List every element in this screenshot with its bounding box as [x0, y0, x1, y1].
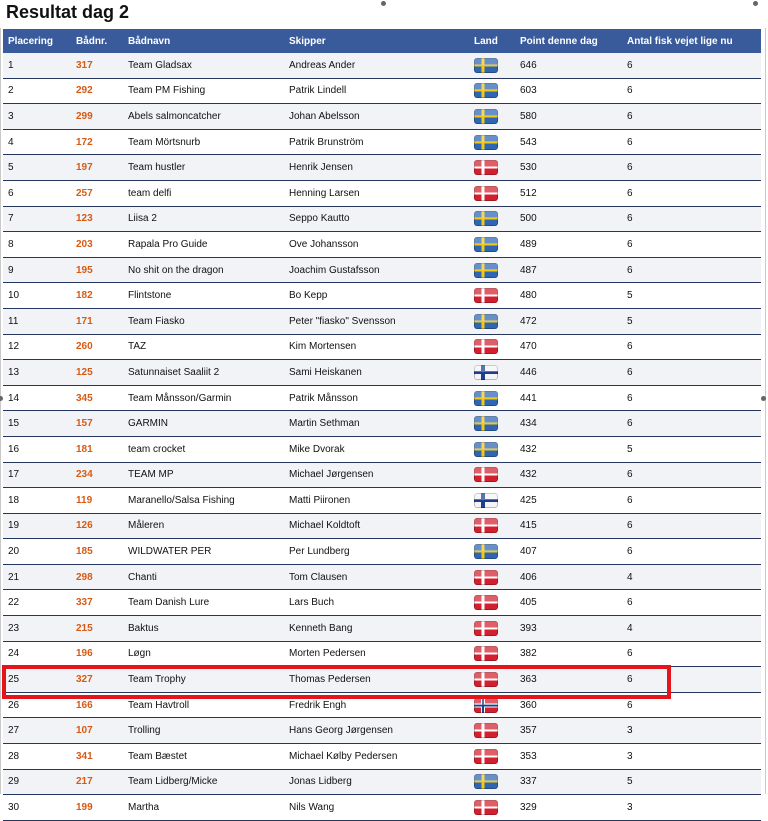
boat-name-cell: Team Havtroll: [123, 692, 284, 718]
boat-name-cell: Team Bæstet: [123, 744, 284, 770]
flag-dk-icon: [474, 621, 498, 636]
fish-count-cell: 6: [622, 667, 761, 693]
points-cell: 603: [515, 78, 622, 104]
flag-dk-icon: [474, 595, 498, 610]
points-cell: 470: [515, 334, 622, 360]
points-cell: 487: [515, 257, 622, 283]
fish-count-cell: 6: [622, 180, 761, 206]
table-row: [3, 155, 761, 181]
boat-number-cell: 126: [71, 513, 123, 539]
boat-name-cell: Flintstone: [123, 283, 284, 309]
boat-name-cell: Løgn: [123, 641, 284, 667]
results-table: [3, 29, 761, 821]
country-cell: [469, 78, 515, 104]
placering-cell: 21: [3, 564, 71, 590]
fish-count-cell: 6: [622, 53, 761, 78]
country-cell: [469, 334, 515, 360]
boat-number-cell: 107: [71, 718, 123, 744]
column-header-point: Point denne dag: [515, 29, 622, 53]
country-cell: [469, 616, 515, 642]
placering-cell: 28: [3, 744, 71, 770]
fish-count-cell: 6: [622, 539, 761, 565]
country-cell: [469, 385, 515, 411]
skipper-cell: Nils Wang: [284, 795, 469, 821]
column-header-placering: Placering: [3, 29, 71, 53]
boat-number-cell: 327: [71, 667, 123, 693]
placering-cell: 15: [3, 411, 71, 437]
boat-name-cell: Team PM Fishing: [123, 78, 284, 104]
skipper-cell: Johan Abelsson: [284, 104, 469, 130]
table-row: [3, 513, 761, 539]
fish-count-cell: 5: [622, 308, 761, 334]
column-header-antal-fisk: Antal fisk vejet lige nu: [622, 29, 761, 53]
flag-se-icon: [474, 442, 498, 457]
placering-cell: 27: [3, 718, 71, 744]
skipper-cell: Michael Jørgensen: [284, 462, 469, 488]
table-row: [3, 462, 761, 488]
boat-number-cell: 125: [71, 360, 123, 386]
country-cell: [469, 436, 515, 462]
fish-count-cell: 3: [622, 795, 761, 821]
skipper-cell: Fredrik Engh: [284, 692, 469, 718]
boat-number-cell: 172: [71, 129, 123, 155]
boat-number-cell: 157: [71, 411, 123, 437]
country-cell: [469, 667, 515, 693]
placering-cell: 23: [3, 616, 71, 642]
table-row: [3, 564, 761, 590]
placering-cell: 19: [3, 513, 71, 539]
country-cell: [469, 513, 515, 539]
placering-cell: 7: [3, 206, 71, 232]
points-cell: 489: [515, 232, 622, 258]
flag-se-icon: [474, 83, 498, 98]
table-row: [3, 232, 761, 258]
placering-cell: 11: [3, 308, 71, 334]
country-cell: [469, 539, 515, 565]
skipper-cell: Matti Piironen: [284, 488, 469, 514]
points-cell: 405: [515, 590, 622, 616]
flag-dk-icon: [474, 186, 498, 201]
skipper-cell: Kenneth Bang: [284, 616, 469, 642]
points-cell: 393: [515, 616, 622, 642]
placering-cell: 5: [3, 155, 71, 181]
boat-name-cell: Team Månsson/Garmin: [123, 385, 284, 411]
table-row: [3, 283, 761, 309]
country-cell: [469, 769, 515, 795]
placering-cell: 13: [3, 360, 71, 386]
placering-cell: 22: [3, 590, 71, 616]
table-row: [3, 129, 761, 155]
page-title: Resultat dag 2: [6, 2, 130, 22]
table-row: [3, 667, 761, 693]
placering-cell: 18: [3, 488, 71, 514]
table-row: [3, 539, 761, 565]
resize-handle[interactable]: [381, 1, 386, 6]
skipper-cell: Joachim Gustafsson: [284, 257, 469, 283]
boat-number-cell: 257: [71, 180, 123, 206]
boat-number-cell: 166: [71, 692, 123, 718]
table-row: [3, 53, 761, 78]
points-cell: 357: [515, 718, 622, 744]
boat-name-cell: Baktus: [123, 616, 284, 642]
table-row: [3, 641, 761, 667]
placering-cell: 8: [3, 232, 71, 258]
points-cell: 543: [515, 129, 622, 155]
boat-number-cell: 292: [71, 78, 123, 104]
fish-count-cell: 6: [622, 129, 761, 155]
skipper-cell: Seppo Kautto: [284, 206, 469, 232]
placering-cell: 30: [3, 795, 71, 821]
column-header-land: Land: [469, 29, 515, 53]
country-cell: [469, 718, 515, 744]
flag-se-icon: [474, 314, 498, 329]
table-header-row: [3, 29, 761, 53]
fish-count-cell: 6: [622, 488, 761, 514]
fish-count-cell: 6: [622, 641, 761, 667]
boat-number-cell: 203: [71, 232, 123, 258]
placering-cell: 17: [3, 462, 71, 488]
flag-se-icon: [474, 58, 498, 73]
flag-se-icon: [474, 544, 498, 559]
points-cell: 406: [515, 564, 622, 590]
points-cell: 353: [515, 744, 622, 770]
boat-number-cell: 197: [71, 155, 123, 181]
table-row: [3, 78, 761, 104]
table-row: [3, 334, 761, 360]
boat-name-cell: Team Trophy: [123, 667, 284, 693]
points-cell: 360: [515, 692, 622, 718]
placering-cell: 14: [3, 385, 71, 411]
boat-number-cell: 341: [71, 744, 123, 770]
points-cell: 432: [515, 462, 622, 488]
skipper-cell: Michael Kølby Pedersen: [284, 744, 469, 770]
flag-no-icon: [474, 698, 498, 713]
boat-number-cell: 119: [71, 488, 123, 514]
skipper-cell: Patrik Månsson: [284, 385, 469, 411]
fish-count-cell: 3: [622, 744, 761, 770]
flag-se-icon: [474, 416, 498, 431]
boat-number-cell: 345: [71, 385, 123, 411]
table-row: [3, 769, 761, 795]
table-row: [3, 411, 761, 437]
table-row: [3, 692, 761, 718]
skipper-cell: Hans Georg Jørgensen: [284, 718, 469, 744]
resize-handle[interactable]: [753, 1, 758, 6]
boat-name-cell: Satunnaiset Saaliit 2: [123, 360, 284, 386]
flag-se-icon: [474, 211, 498, 226]
boat-number-cell: 260: [71, 334, 123, 360]
country-cell: [469, 744, 515, 770]
country-cell: [469, 411, 515, 437]
boat-name-cell: Liisa 2: [123, 206, 284, 232]
skipper-cell: Lars Buch: [284, 590, 469, 616]
table-row: [3, 744, 761, 770]
flag-se-icon: [474, 109, 498, 124]
boat-name-cell: Team Fiasko: [123, 308, 284, 334]
column-header-skipper: Skipper: [284, 29, 469, 53]
boat-name-cell: team delfi: [123, 180, 284, 206]
table-row: [3, 718, 761, 744]
points-cell: 337: [515, 769, 622, 795]
flag-se-icon: [474, 391, 498, 406]
boat-number-cell: 298: [71, 564, 123, 590]
country-cell: [469, 129, 515, 155]
fish-count-cell: 6: [622, 257, 761, 283]
placering-cell: 26: [3, 692, 71, 718]
boat-number-cell: 185: [71, 539, 123, 565]
fish-count-cell: 6: [622, 513, 761, 539]
skipper-cell: Thomas Pedersen: [284, 667, 469, 693]
boat-number-cell: 195: [71, 257, 123, 283]
country-cell: [469, 232, 515, 258]
fish-count-cell: 5: [622, 436, 761, 462]
skipper-cell: Martin Sethman: [284, 411, 469, 437]
skipper-cell: Mike Dvorak: [284, 436, 469, 462]
fish-count-cell: 6: [622, 385, 761, 411]
flag-fi-icon: [474, 493, 498, 508]
skipper-cell: Henrik Jensen: [284, 155, 469, 181]
placering-cell: 20: [3, 539, 71, 565]
country-cell: [469, 308, 515, 334]
table-row: [3, 180, 761, 206]
placering-cell: 1: [3, 53, 71, 78]
country-cell: [469, 180, 515, 206]
skipper-cell: Jonas Lidberg: [284, 769, 469, 795]
country-cell: [469, 257, 515, 283]
country-cell: [469, 590, 515, 616]
placering-cell: 24: [3, 641, 71, 667]
flag-dk-icon: [474, 646, 498, 661]
flag-dk-icon: [474, 570, 498, 585]
points-cell: 329: [515, 795, 622, 821]
country-cell: [469, 462, 515, 488]
boat-name-cell: Maranello/Salsa Fishing: [123, 488, 284, 514]
table-row: [3, 360, 761, 386]
fish-count-cell: 5: [622, 283, 761, 309]
fish-count-cell: 6: [622, 590, 761, 616]
flag-se-icon: [474, 774, 498, 789]
fish-count-cell: 3: [622, 718, 761, 744]
points-cell: 441: [515, 385, 622, 411]
boat-name-cell: Chanti: [123, 564, 284, 590]
boat-number-cell: 234: [71, 462, 123, 488]
boat-name-cell: Trolling: [123, 718, 284, 744]
fish-count-cell: 6: [622, 462, 761, 488]
boat-name-cell: TAZ: [123, 334, 284, 360]
points-cell: 512: [515, 180, 622, 206]
fish-count-cell: 6: [622, 232, 761, 258]
placering-cell: 25: [3, 667, 71, 693]
table-row: [3, 795, 761, 821]
fish-count-cell: 6: [622, 692, 761, 718]
flag-dk-icon: [474, 339, 498, 354]
resize-handle[interactable]: [761, 396, 766, 401]
skipper-cell: Morten Pedersen: [284, 641, 469, 667]
skipper-cell: Henning Larsen: [284, 180, 469, 206]
points-cell: 472: [515, 308, 622, 334]
points-cell: 480: [515, 283, 622, 309]
skipper-cell: Tom Clausen: [284, 564, 469, 590]
flag-dk-icon: [474, 672, 498, 687]
table-row: [3, 308, 761, 334]
column-header-baadnr: Bådnr.: [71, 29, 123, 53]
boat-name-cell: Team Lidberg/Micke: [123, 769, 284, 795]
boat-name-cell: Team Mörtsnurb: [123, 129, 284, 155]
flag-dk-icon: [474, 160, 498, 175]
boat-name-cell: Martha: [123, 795, 284, 821]
flag-dk-icon: [474, 288, 498, 303]
placering-cell: 12: [3, 334, 71, 360]
boat-number-cell: 299: [71, 104, 123, 130]
fish-count-cell: 6: [622, 360, 761, 386]
boat-name-cell: WILDWATER PER: [123, 539, 284, 565]
flag-se-icon: [474, 263, 498, 278]
country-cell: [469, 360, 515, 386]
column-header-baadnavn: Bådnavn: [123, 29, 284, 53]
placering-cell: 9: [3, 257, 71, 283]
flag-dk-icon: [474, 518, 498, 533]
skipper-cell: Patrik Lindell: [284, 78, 469, 104]
table-row: [3, 257, 761, 283]
table-row: [3, 616, 761, 642]
boat-name-cell: Måleren: [123, 513, 284, 539]
placering-cell: 2: [3, 78, 71, 104]
boat-name-cell: Abels salmoncatcher: [123, 104, 284, 130]
fish-count-cell: 4: [622, 616, 761, 642]
boat-number-cell: 337: [71, 590, 123, 616]
fish-count-cell: 6: [622, 411, 761, 437]
skipper-cell: Ove Johansson: [284, 232, 469, 258]
flag-dk-icon: [474, 749, 498, 764]
boat-name-cell: Team Gladsax: [123, 53, 284, 78]
flag-fi-icon: [474, 365, 498, 380]
boat-number-cell: 171: [71, 308, 123, 334]
country-cell: [469, 692, 515, 718]
fish-count-cell: 4: [622, 564, 761, 590]
boat-number-cell: 217: [71, 769, 123, 795]
country-cell: [469, 283, 515, 309]
points-cell: 646: [515, 53, 622, 78]
boat-number-cell: 215: [71, 616, 123, 642]
table-row: [3, 436, 761, 462]
country-cell: [469, 206, 515, 232]
flag-dk-icon: [474, 723, 498, 738]
skipper-cell: Michael Koldtoft: [284, 513, 469, 539]
table-row: [3, 488, 761, 514]
flag-dk-icon: [474, 800, 498, 815]
points-cell: 434: [515, 411, 622, 437]
placering-cell: 10: [3, 283, 71, 309]
skipper-cell: Kim Mortensen: [284, 334, 469, 360]
skipper-cell: Patrik Brunström: [284, 129, 469, 155]
boat-name-cell: team crocket: [123, 436, 284, 462]
points-cell: 425: [515, 488, 622, 514]
boat-name-cell: Team hustler: [123, 155, 284, 181]
boat-number-cell: 317: [71, 53, 123, 78]
points-cell: 363: [515, 667, 622, 693]
table-row: [3, 206, 761, 232]
fish-count-cell: 6: [622, 155, 761, 181]
skipper-cell: Sami Heiskanen: [284, 360, 469, 386]
points-cell: 415: [515, 513, 622, 539]
country-cell: [469, 53, 515, 78]
placering-cell: 16: [3, 436, 71, 462]
country-cell: [469, 795, 515, 821]
points-cell: 407: [515, 539, 622, 565]
placering-cell: 4: [3, 129, 71, 155]
boat-name-cell: Rapala Pro Guide: [123, 232, 284, 258]
country-cell: [469, 641, 515, 667]
boat-name-cell: No shit on the dragon: [123, 257, 284, 283]
fish-count-cell: 6: [622, 78, 761, 104]
skipper-cell: Andreas Ander: [284, 53, 469, 78]
flag-se-icon: [474, 237, 498, 252]
boat-name-cell: TEAM MP: [123, 462, 284, 488]
boat-number-cell: 196: [71, 641, 123, 667]
table-row: [3, 104, 761, 130]
boat-name-cell: Team Danish Lure: [123, 590, 284, 616]
placering-cell: 3: [3, 104, 71, 130]
points-cell: 530: [515, 155, 622, 181]
flag-se-icon: [474, 135, 498, 150]
points-cell: 500: [515, 206, 622, 232]
country-cell: [469, 564, 515, 590]
country-cell: [469, 488, 515, 514]
boat-number-cell: 181: [71, 436, 123, 462]
country-cell: [469, 155, 515, 181]
table-row: [3, 385, 761, 411]
skipper-cell: Peter "fiasko" Svensson: [284, 308, 469, 334]
boat-name-cell: GARMIN: [123, 411, 284, 437]
fish-count-cell: 5: [622, 769, 761, 795]
fish-count-cell: 6: [622, 206, 761, 232]
points-cell: 580: [515, 104, 622, 130]
points-cell: 382: [515, 641, 622, 667]
flag-dk-icon: [474, 467, 498, 482]
country-cell: [469, 104, 515, 130]
points-cell: 446: [515, 360, 622, 386]
points-cell: 432: [515, 436, 622, 462]
boat-number-cell: 199: [71, 795, 123, 821]
table-row: [3, 590, 761, 616]
boat-number-cell: 182: [71, 283, 123, 309]
skipper-cell: Per Lundberg: [284, 539, 469, 565]
fish-count-cell: 6: [622, 334, 761, 360]
placering-cell: 6: [3, 180, 71, 206]
placering-cell: 29: [3, 769, 71, 795]
skipper-cell: Bo Kepp: [284, 283, 469, 309]
fish-count-cell: 6: [622, 104, 761, 130]
boat-number-cell: 123: [71, 206, 123, 232]
